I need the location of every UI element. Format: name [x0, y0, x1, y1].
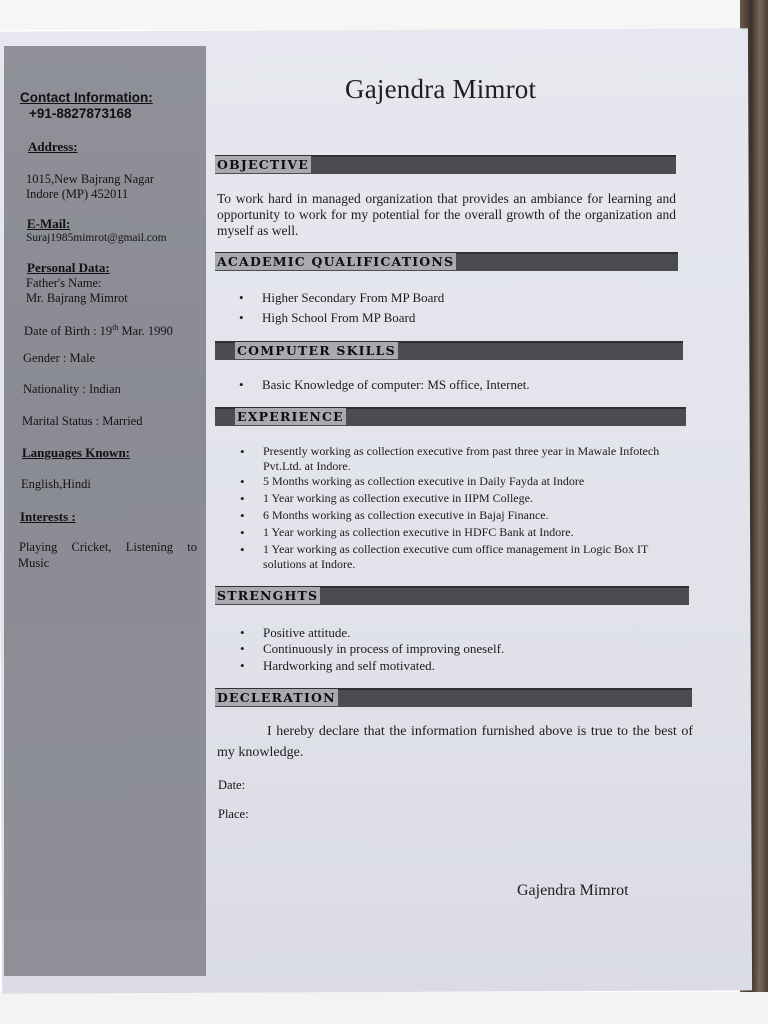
- experience-item: [240, 542, 683, 572]
- experience-item-text: Presently working as collection executive from past three year in Mawale Infotech Pvt.Ltd. at Indore.: [263, 444, 660, 473]
- experience-heading-bar: [215, 407, 686, 426]
- experience-heading: EXPERIENCE: [237, 409, 344, 424]
- computer-skill-item: [239, 377, 530, 392]
- dob-prefix: Date of Birth : 19: [24, 324, 113, 339]
- declaration-heading: DECLERATION: [217, 690, 336, 705]
- experience-item: [240, 508, 683, 523]
- bullet-dot: •: [240, 474, 245, 489]
- strength-item-text: Continuously in process of improving oneself.: [263, 641, 505, 656]
- computer-skills-heading: COMPUTER SKILLS: [237, 343, 396, 358]
- academic-item-text: High School From MP Board: [262, 310, 416, 325]
- father-name-label: Father's Name:: [26, 276, 102, 290]
- declaration-heading-bar: [215, 688, 692, 707]
- photo-background-bottom: [0, 992, 768, 1024]
- signature-name: Gajendra Mimrot: [517, 882, 629, 899]
- phone-number: +91-8827873168: [29, 106, 132, 121]
- bullet-dot: •: [240, 508, 245, 523]
- bullet-dot: •: [240, 658, 245, 673]
- academic-heading: ACADEMIC QUALIFICATIONS: [217, 254, 455, 269]
- computer-skill-text: Basic Knowledge of computer: MS office, Internet.: [262, 377, 530, 392]
- email-address: Suraj1985mimrot@gmail.com: [26, 232, 167, 244]
- interests-line-2: Music: [18, 556, 50, 570]
- declaration-text: I hereby declare that the information furnished above is true to the best of my knowledge.: [217, 724, 693, 760]
- date-label: Date:: [218, 778, 246, 792]
- address-heading: Address:: [28, 139, 78, 154]
- interests-line-1: Playing Cricket, Listening to: [19, 540, 197, 554]
- languages-value: English,Hindi: [21, 477, 91, 491]
- bullet-dot: •: [240, 625, 245, 640]
- dob-superscript: th: [112, 323, 119, 332]
- strengths-heading: STRENGHTS: [217, 588, 319, 603]
- strengths-heading-bar: [215, 586, 689, 605]
- strength-item-text: Positive attitude.: [263, 625, 351, 640]
- bullet-dot: •: [240, 641, 245, 656]
- marital-status: Marital Status : Married: [22, 414, 143, 428]
- father-name: Mr. Bajrang Mimrot: [26, 291, 128, 305]
- email-heading: E-Mail:: [27, 216, 71, 231]
- experience-item-text: 1 Year working as collection executive cum office management in Logic Box IT solutions at Indore.: [263, 542, 649, 571]
- objective-text: To work hard in managed organization that provides an ambiance for learning and opportunity to work for my potential for the overall growth of the organization and myself as well.: [217, 191, 676, 238]
- dob-suffix: Mar. 1990: [118, 324, 173, 339]
- objective-heading: OBJECTIVE: [217, 157, 310, 172]
- experience-item: [240, 525, 683, 540]
- candidate-name: Gajendra Mimrot: [345, 74, 537, 104]
- experience-item-text: 1 Year working as collection executive in IIPM College.: [263, 491, 533, 505]
- nationality: Nationality : Indian: [23, 382, 121, 396]
- strength-item: [240, 658, 435, 673]
- experience-item: [240, 474, 683, 489]
- strength-item: [240, 641, 505, 656]
- academic-heading-bar: [215, 252, 678, 271]
- experience-item-text: 5 Months working as collection executive in Daily Fayda at Indore: [263, 474, 585, 488]
- academic-item: [239, 290, 445, 305]
- date-of-birth: [24, 320, 173, 339]
- bullet-dot: •: [239, 290, 244, 305]
- experience-item-text: 6 Months working as collection executive in Bajaj Finance.: [263, 508, 549, 522]
- personal-data-heading: Personal Data:: [27, 260, 110, 275]
- strength-item-text: Hardworking and self motivated.: [263, 658, 435, 673]
- academic-item: [239, 310, 416, 325]
- experience-item: [240, 491, 683, 506]
- bullet-dot: •: [239, 377, 244, 392]
- strength-item: [240, 625, 351, 640]
- bullet-dot: •: [240, 525, 245, 540]
- address-line-1: 1015,New Bajrang Nagar: [26, 172, 155, 186]
- bullet-dot: •: [240, 444, 245, 459]
- photo-background-top: [0, 0, 768, 30]
- objective-heading-bar: [215, 155, 676, 174]
- languages-heading: Languages Known:: [22, 445, 130, 460]
- bullet-dot: •: [240, 491, 245, 506]
- experience-item-text: 1 Year working as collection executive in HDFC Bank at Indore.: [263, 525, 574, 539]
- address-line-2: Indore (MP) 452011: [26, 187, 129, 201]
- contact-heading: Contact Information:: [20, 90, 153, 105]
- computer-skills-heading-bar: [215, 341, 683, 360]
- gender: Gender : Male: [23, 351, 96, 365]
- academic-item-text: Higher Secondary From MP Board: [262, 290, 445, 305]
- bullet-dot: •: [240, 542, 245, 557]
- interests-heading: Interests :: [20, 509, 76, 524]
- bullet-dot: •: [239, 310, 244, 325]
- place-label: Place:: [218, 807, 249, 821]
- experience-item: [240, 444, 683, 474]
